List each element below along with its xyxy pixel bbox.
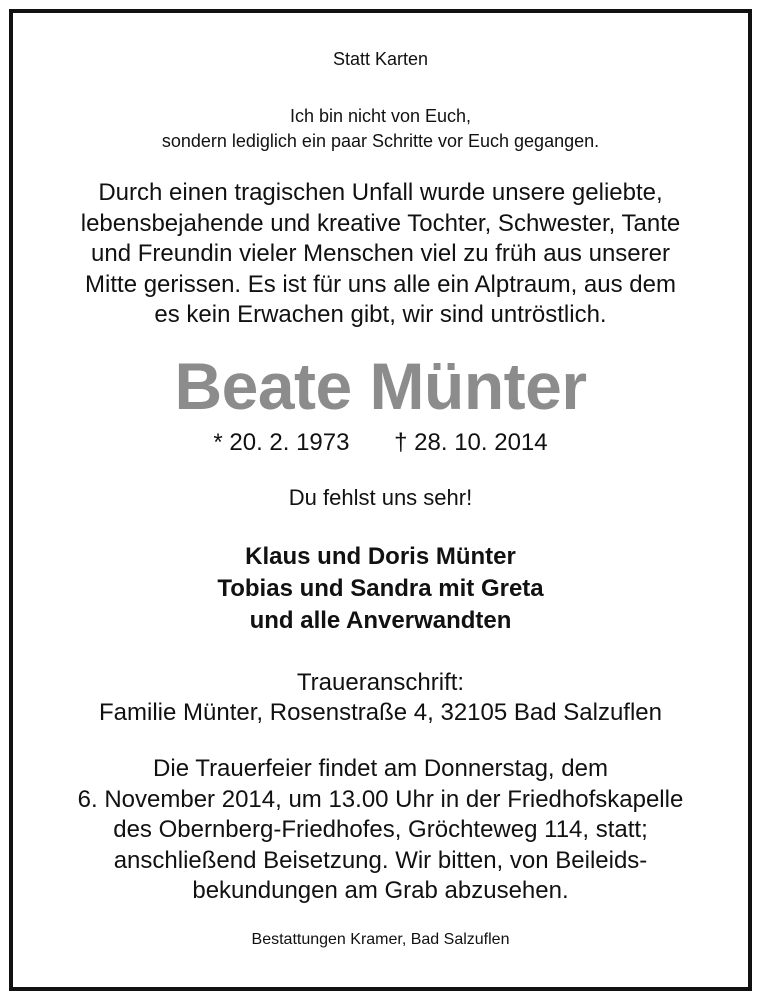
mourner-line: Tobias und Sandra mit Greta <box>217 575 544 602</box>
motto-line: Ich bin nicht von Euch, <box>289 106 472 126</box>
birth-date: * 20. 2. 1973 <box>213 429 350 456</box>
motto-line: sondern lediglich ein paar Schritte vor Euch gegangen. <box>161 131 600 151</box>
service-line: Die Trauerfeier findet am Donnerstag, dem <box>153 755 608 782</box>
undertaker-footer <box>0 930 761 950</box>
announcement-line: lebensbejahende und kreative Tochter, Schwester, Tante <box>80 209 681 237</box>
address-value: Familie Münter, Rosenstraße 4, 32105 Bad Salzuflen <box>99 699 662 726</box>
death-date: † 28. 10. 2014 <box>394 429 548 456</box>
deceased-name: Beate Münter <box>174 349 587 423</box>
mourners-list <box>0 541 761 637</box>
announcement-line: es kein Erwachen gibt, wir sind untröstlich. <box>154 301 607 328</box>
mourner-line: und alle Anverwandten <box>249 607 512 634</box>
statt-karten-header <box>0 48 761 70</box>
announcement-line: Durch einen tragischen Unfall wurde unsere geliebte, <box>98 179 663 206</box>
service-line: 6. November 2014, um 13.00 Uhr in der Friedhofskapelle <box>77 785 684 813</box>
motto-quote <box>0 104 761 154</box>
address-label: Traueranschrift: <box>296 669 465 696</box>
service-line: anschließend Beisetzung. Wir bitten, von Beileids- <box>113 846 648 874</box>
undertaker-name: Bestattungen Kramer, Bad Salzuflen <box>251 931 510 948</box>
service-line: bekundungen am Grab abzusehen. <box>192 877 569 904</box>
service-line: des Obernberg-Friedhofes, Gröchteweg 114, statt; <box>113 816 648 843</box>
announcement-line: Mitte gerissen. Es ist für uns alle ein Alptraum, aus dem <box>85 270 676 298</box>
death-announcement-text <box>0 178 761 331</box>
mourning-address <box>0 668 761 728</box>
life-dates <box>0 428 761 458</box>
mourner-line: Klaus und Doris Münter <box>245 543 516 570</box>
statt-karten-text: Statt Karten <box>332 49 429 69</box>
announcement-line: und Freundin vieler Menschen viel zu früh aus unserer <box>91 240 670 267</box>
miss-you-text: Du fehlst uns sehr! <box>288 485 473 510</box>
funeral-service-info <box>0 754 761 907</box>
